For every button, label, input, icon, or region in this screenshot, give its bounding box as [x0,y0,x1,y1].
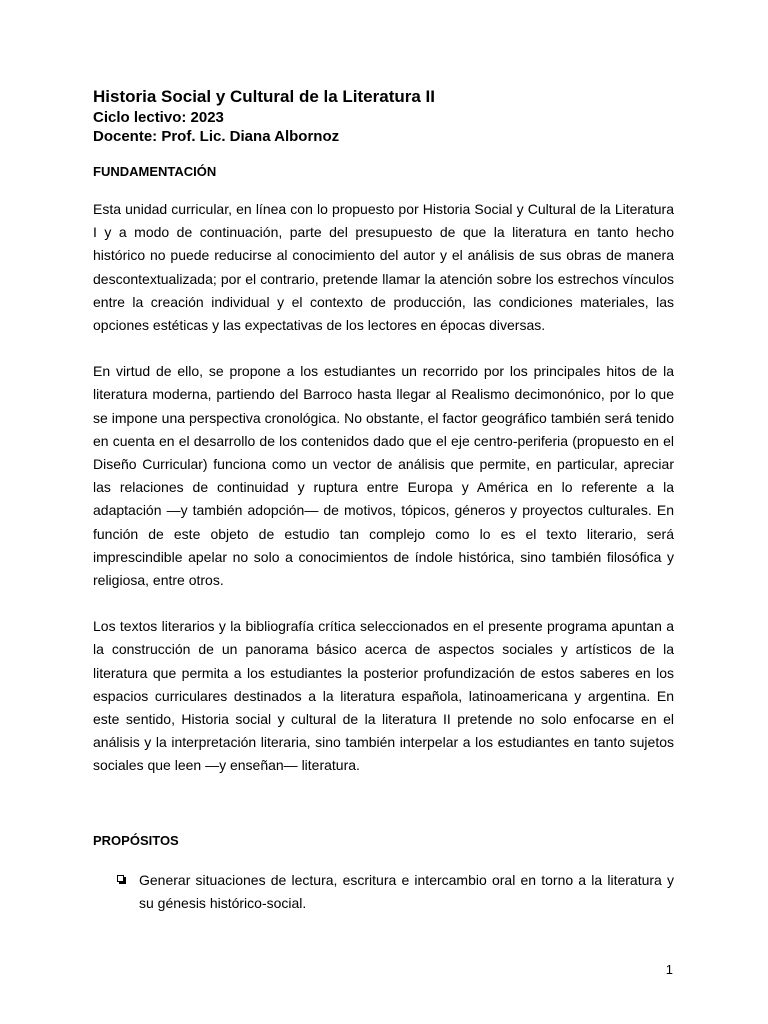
list-item [93,869,674,915]
checkbox-bullet-icon [117,875,124,882]
page-content [93,86,674,915]
teacher-line: Docente: Prof. Lic. Diana Albornoz [93,128,340,145]
page-number: 1 [665,962,673,977]
fundamentacion-paragraph-1: Esta unidad curricular, en línea con lo propuesto por Historia Social y Cultural de la Literatura I y a modo de continuación, parte del presupuesto de que la literatura en tanto hecho histórico no puede reducirse al conocimiento del autor y el análisis de sus obras de manera descontextualizada; por el contrario, pretende llamar la atención sobre los estrechos vínculos entre la creación individual y el contexto de producción, las condiciones materiales, las opciones estéticas y las expectativas de los lectores en épocas diversas. [93,201,674,334]
fundamentacion-paragraph-2: En virtud de ello, se propone a los estudiantes un recorrido por los principales hitos de la literatura moderna, partiendo del Barroco hasta llegar al Realismo decimonónico, por lo que se impone una perspectiva cronológica. No obstante, el factor geográfico también será tenido en cuenta en el desarrollo de los contenidos dado que el eje centro-periferia (propuesto en el Diseño Curricular) funciona como un vector de análisis que permite, en particular, apreciar las relaciones de continuidad y ruptura entre Europa y América en lo referente a la adaptación —y también adopción— de motivos, tópicos, géneros y proyectos culturales. En función de este objeto de estudio tan complejo como lo es el texto literario, será imprescindible apelar no solo a conocimientos de índole histórica, sino también filosófica y religiosa, entre otros. [93,363,674,589]
propositos-list [93,869,674,915]
list-item-text: Generar situaciones de lectura, escritura e intercambio oral en torno a la literatura y su génesis histórico-social. [139,871,674,911]
propositos-heading: PROPÓSITOS [93,832,179,848]
fundamentacion-heading: FUNDAMENTACIÓN [93,164,217,179]
cycle-line: Ciclo lectivo: 2023 [93,109,224,126]
document-title: Historia Social y Cultural de la Literatura II [93,87,435,106]
fundamentacion-paragraph-3: Los textos literarios y la bibliografía crítica seleccionados en el presente programa apuntan a la construcción de un panorama básico acerca de aspectos sociales y artísticos de la literatura que permita a los estudiantes la posterior profundización de estos saberes en los espacios curriculares destinados a la literatura española, latinoamericana y argentina. En este sentido, Historia social y cultural de la literatura II pretende no solo enfocarse en el análisis y la interpretación literaria, sino también interpelar a los estudiantes en tanto sujetos sociales que leen —y enseñan— literatura. [93,618,674,774]
